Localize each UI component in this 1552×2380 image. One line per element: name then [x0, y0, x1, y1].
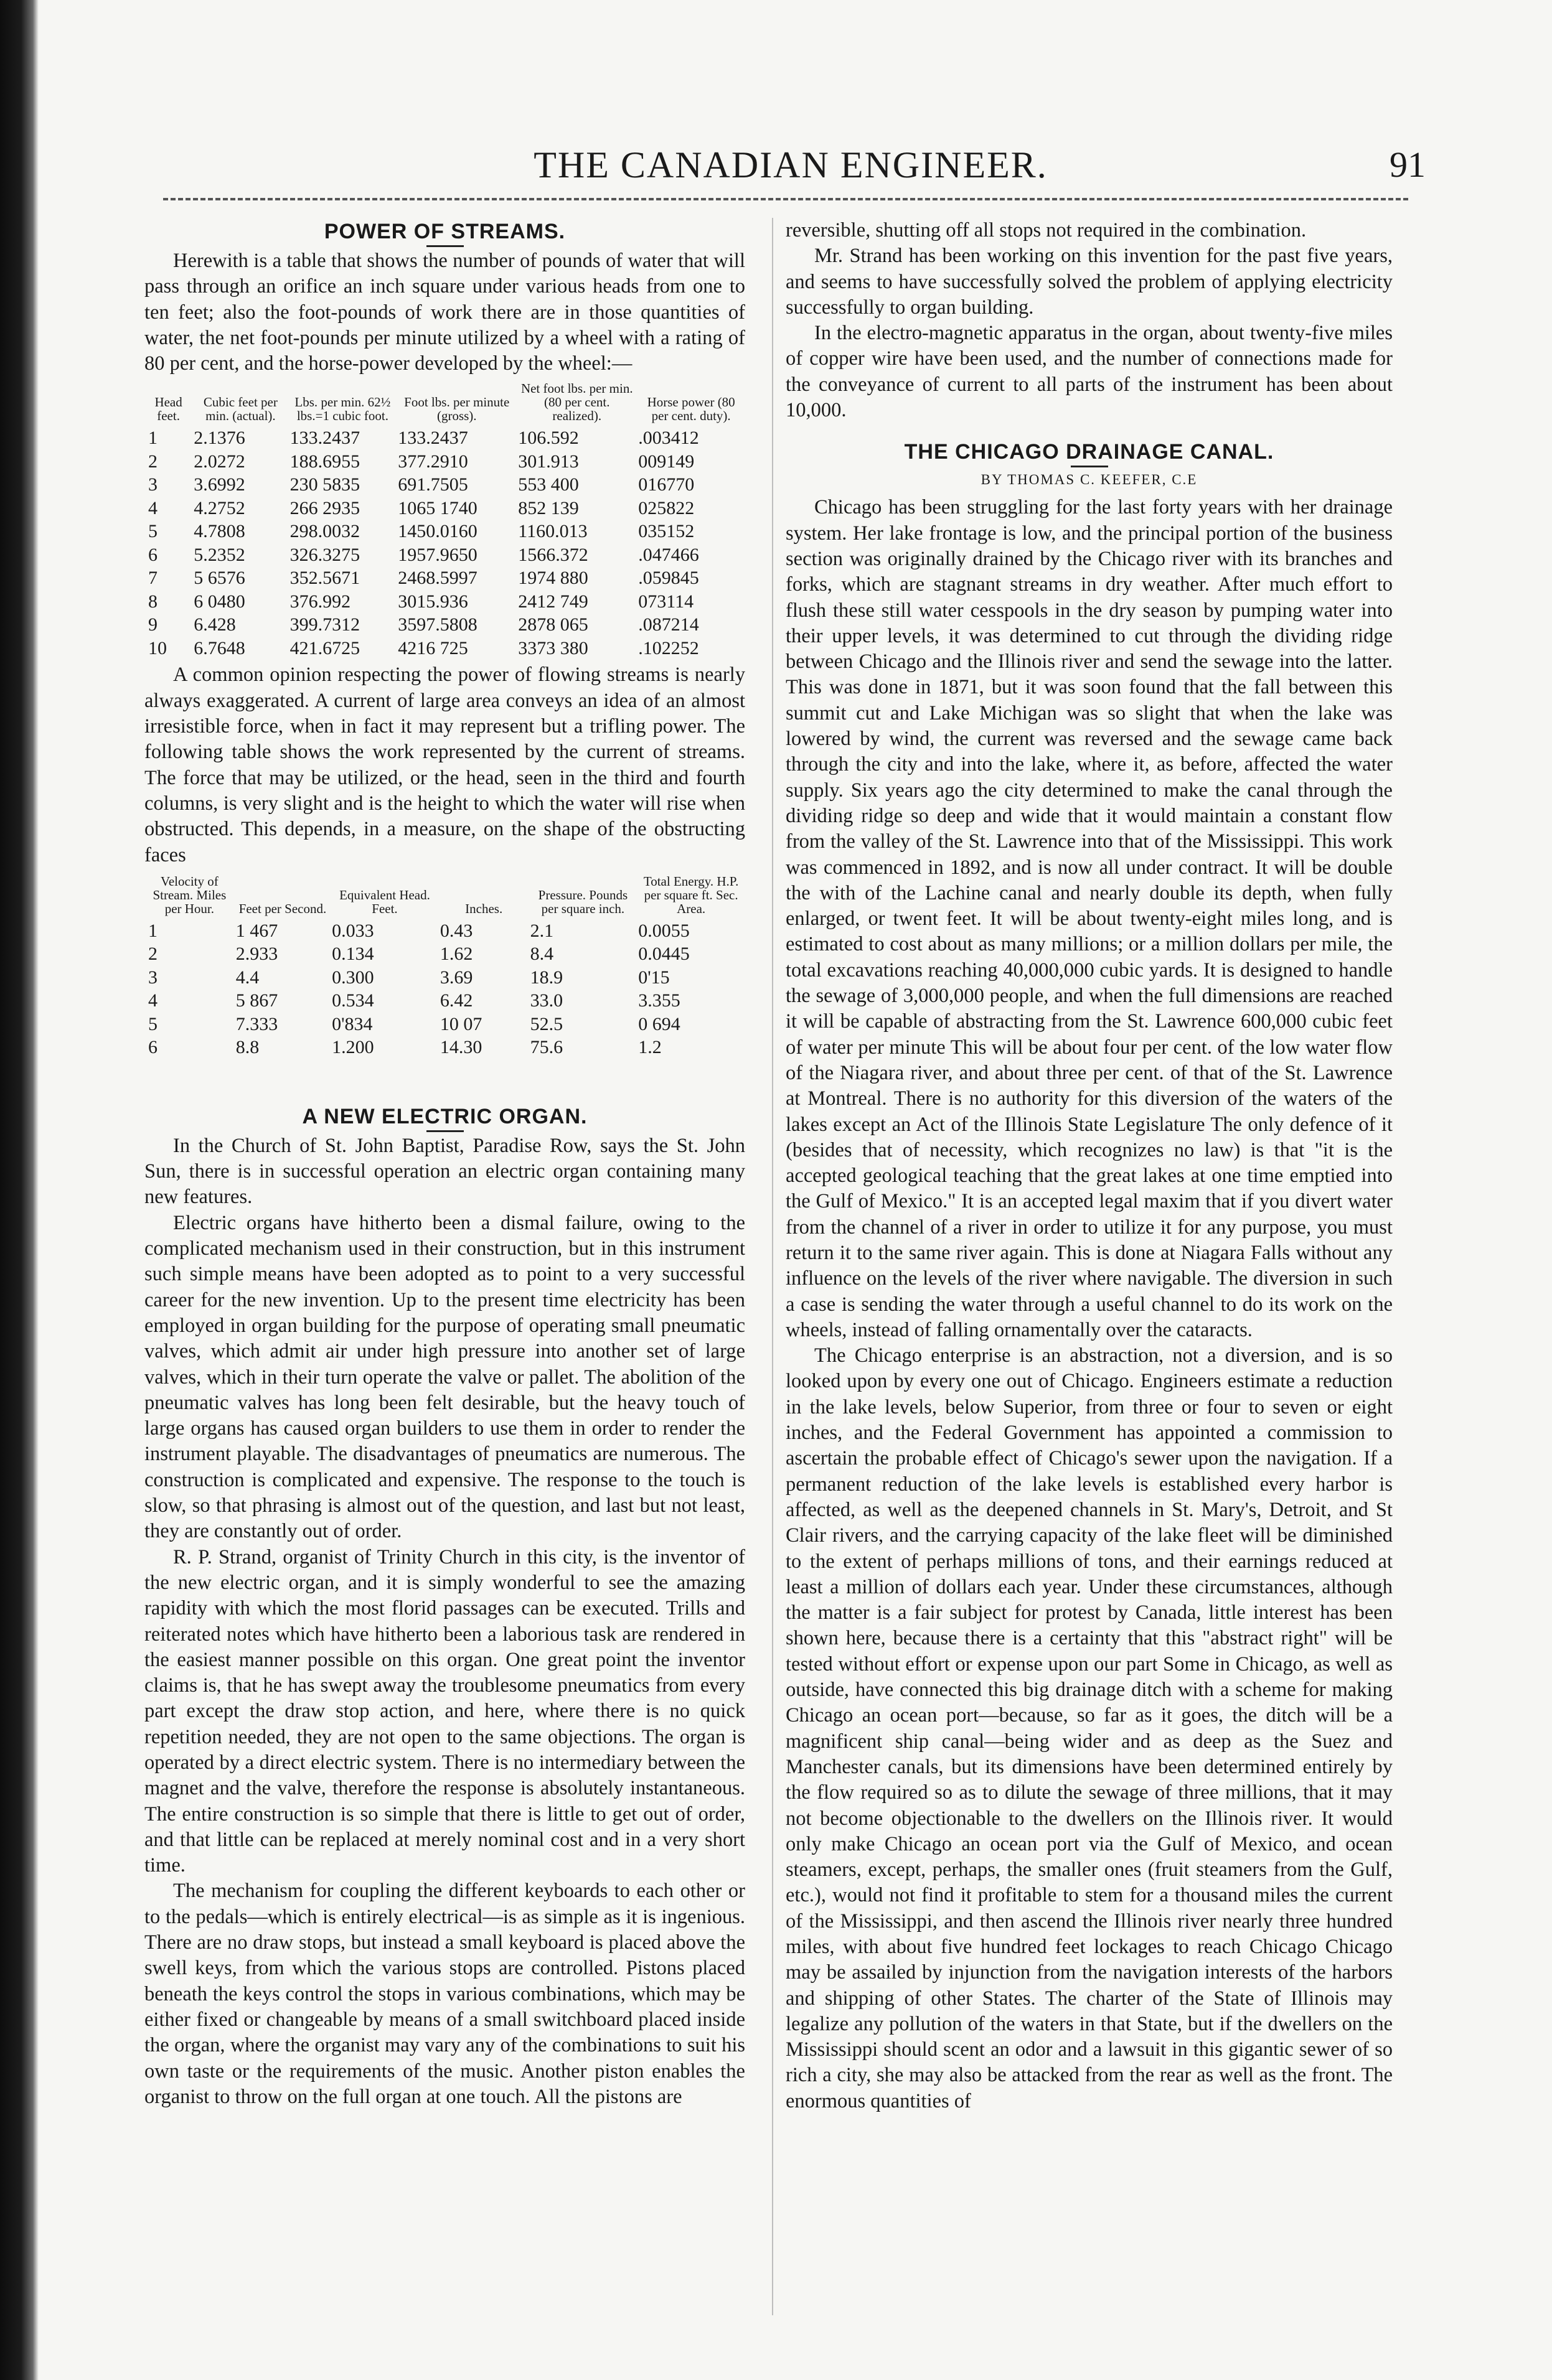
- table-header-cell: Equivalent Head. Feet.: [339, 887, 430, 916]
- title-rule: [426, 245, 464, 247]
- table-cell: 75.6: [530, 1037, 563, 1058]
- table-cell: 016770: [638, 474, 695, 495]
- table-cell: 188.6955: [289, 451, 360, 472]
- table-row: [144, 473, 745, 497]
- stream-velocity-table-header: [144, 874, 745, 919]
- table-cell: 5: [148, 1013, 158, 1034]
- stream-velocity-table-body: [144, 919, 745, 1059]
- title-rule: [1071, 466, 1108, 467]
- table-header-cell: Pressure. Pounds per square inch.: [538, 887, 628, 916]
- table-cell: 133.2437: [398, 428, 468, 449]
- table-cell: 0.43: [440, 920, 473, 941]
- table-cell: 10: [148, 637, 167, 658]
- table-cell: 6.7648: [194, 637, 245, 658]
- table-row: [144, 919, 745, 943]
- table-cell: 3: [148, 474, 158, 495]
- organ-continued-paragraph: In the electro-magnetic apparatus in the organ, about twenty-five miles of copper wire have been used, and the number of connections made for the conveyance of current to all parts of the instrument has been about 10,000.: [786, 322, 1393, 422]
- table-cell: 8.4: [530, 944, 554, 965]
- table-cell: 0.534: [332, 990, 374, 1011]
- table-cell: 7: [148, 568, 158, 589]
- table-header-cell: Foot lbs. per minute (gross).: [404, 395, 510, 424]
- table-cell: 5: [148, 521, 158, 542]
- table-cell: 553 400: [518, 474, 579, 495]
- table-cell: 301.913: [518, 451, 579, 472]
- table-cell: 33.0: [530, 990, 563, 1011]
- table-cell: 1.2: [638, 1037, 662, 1058]
- table-row: [144, 1013, 745, 1036]
- table-cell: 035152: [638, 521, 695, 542]
- table-cell: 1: [148, 428, 158, 449]
- table-cell: 326.3275: [289, 544, 360, 565]
- column-divider: [772, 218, 773, 2315]
- table-cell: 2: [148, 451, 158, 472]
- table-cell: 8.8: [235, 1037, 260, 1058]
- table-cell: 1974 880: [518, 568, 588, 589]
- organ-continued-paragraph: Mr. Strand has been working on this invention for the past five years, and seems to have successfully solved the problem of applying electricity successfully to organ building.: [786, 245, 1393, 319]
- journal-title: THE CANADIAN ENGINEER.: [534, 144, 1048, 185]
- table-cell: 7.333: [235, 1013, 278, 1034]
- table-header-cell: Net foot lbs. per min. (80 per cent. realized).: [520, 381, 633, 424]
- table-header-cell: Total Energy. H.P. per square ft. Sec. Area.: [643, 873, 739, 916]
- table-row: [144, 966, 745, 990]
- table-cell: .087214: [638, 614, 699, 635]
- canal-paragraph: Chicago has been struggling for the last forty years with her drainage system. Her lake frontage is low, and the principal portion of the business section was originally drained by the Chicago river with its branches and forks, which are stagnant streams in dry weather. After much effort to flush these still water cesspools in the dry season by pumping water into their upper levels, it was determined to cut through the dividing ridge between Chicago and the Illinois river and send the sewage into the latter. This was done in 1871, but it was soon found that the fall between this summit cut and Lake Michigan was so slight that when the lake was lowered by wind, the current was reversed and the sewage came back through the city and into the lake, where it, as before, affected the water supply. Six years ago the city determined to make the canal through the dividing ridge so deep and wide that it would maintain a constant flow from the valley of the St. Lawrence into that of the Mississippi. This work was commenced in 1892, and is now all under contract. It will be double the with of the Lachine canal and nearly double its depth, when fully enlarged, or twent feet. It will be about twenty-eight miles long, and is estimated to cost about as many millions; or a million dollars per mile, the total excavations reaching 40,000,000 cubic yards. It is designed to handle the sewage of 3,000,000 people, and when the full dimensions are reached it will be capable of abstracting from the St. Lawrence 600,000 cubic feet of water per minute This will be about four per cent. of the low water flow of the Niagara river, and about three per cent. of that of the St. Lawrence at Montreal. There is no authority for this diversion of the waters of the lakes except an Act of the Illinois State Legislature The only defence of it (besides that of necessity, which recognizes no law) is that "it is the accepted geological teaching that the great lakes at one time emptied into the Gulf of Mexico." It is an accepted legal maxim that if you divert water from the channel of a river in order to utilize it for any purpose, you must return it to the same river again. This is done at Niagara Falls without any influence on the levels of the river where navigable. The diversion in such a case is sending the water through a useful channel to do its work on the wheels, instead of falling ornamentally over the cataracts.: [786, 496, 1393, 1341]
- table-cell: 0.0445: [638, 944, 690, 965]
- table-cell: 3015.936: [398, 591, 468, 612]
- table-row: [144, 942, 745, 966]
- table-cell: 5.2352: [194, 544, 245, 565]
- table-cell: 14.30: [440, 1037, 482, 1058]
- table-cell: 4216 725: [398, 637, 468, 658]
- table-cell: 18.9: [530, 967, 563, 988]
- table-cell: 2.0272: [194, 451, 245, 472]
- table-cell: 1 467: [235, 920, 278, 941]
- table-header-cell: Lbs. per min. 62½ lbs.=1 cubic foot.: [294, 395, 391, 424]
- stream-velocity-table: [144, 874, 745, 1059]
- table-cell: 421.6725: [289, 637, 360, 658]
- table-cell: 0 694: [638, 1013, 680, 1034]
- table-cell: .047466: [638, 544, 699, 565]
- organ-continued-paragraph: reversible, shutting off all stops not required in the combination.: [786, 219, 1307, 241]
- table-cell: 1.200: [332, 1037, 374, 1058]
- table-cell: 2: [148, 944, 158, 965]
- table-header-cell: Head feet.: [154, 395, 182, 424]
- table-cell: 2468.5997: [398, 568, 477, 589]
- scan-edge-shadow: [0, 0, 39, 2380]
- running-head: [156, 137, 1426, 193]
- table-cell: 1450.0160: [398, 521, 477, 542]
- table-row: [144, 543, 745, 567]
- table-cell: 1957.9650: [398, 544, 477, 565]
- table-header-cell: Horse power (80 per cent. duty).: [647, 395, 735, 424]
- table-cell: 0.033: [332, 920, 374, 941]
- table-cell: 2.1: [530, 920, 554, 941]
- table-cell: 133.2437: [289, 428, 360, 449]
- table-row: [144, 497, 745, 520]
- table-cell: 9: [148, 614, 158, 635]
- article-title-power-of-streams: POWER OF STREAMS.: [324, 220, 566, 243]
- table-row: [144, 989, 745, 1013]
- table-cell: 4.2752: [194, 497, 245, 518]
- table-row: [144, 520, 745, 543]
- article-title-electric-organ: A NEW ELECTRIC ORGAN.: [302, 1104, 588, 1128]
- table-cell: 10 07: [440, 1013, 482, 1034]
- table-cell: .102252: [638, 637, 699, 658]
- table-cell: 1: [148, 920, 158, 941]
- table-row: [144, 566, 745, 590]
- left-column: [144, 218, 745, 2110]
- table-cell: 399.7312: [289, 614, 360, 635]
- table-cell: 106.592: [518, 428, 579, 449]
- table-cell: 4: [148, 497, 158, 518]
- power-intro-paragraph: Herewith is a table that shows the number of pounds of water that will pass through an orifice an inch square under various heads from one to ten feet; also the foot-pounds of work there are in those quantities of water, the net foot-pounds per minute utilized by a wheel with a rating of 80 per cent, and the horse-power developed by the wheel:—: [144, 250, 745, 375]
- water-flow-table: [144, 382, 745, 660]
- table-cell: 3597.5808: [398, 614, 477, 635]
- table-cell: 376.992: [289, 591, 351, 612]
- organ-paragraph: The mechanism for coupling the different keyboards to each other or to the pedals—which is entirely electrical—is as simple as it is ingenious. There are no draw stops, but instead a small keyboard is placed above the swell keys, from which the various stops are controlled. Pistons placed beneath the keys control the stops in various combinations, which may be either fixed or changeable by means of a small switchboard placed inside the organ, where the organist may vary any of the combinations to suit his own taste or the requirements of the music. Another piston enables the organist to throw on the full organ at one touch. All the pistons are: [144, 1880, 745, 2108]
- power-second-paragraph: A common opinion respecting the power of flowing streams is nearly always exaggerated. A current of large area conveys an idea of an almost irresistible force, when in fact it may represent but a trifling power. The following table shows the work represented by the current of streams. The force that may be utilized, or the head, seen in the third and fourth columns, is very slight and is the height to which the water will rise when obstructed. This depends, in a measure, on the shape of the obstructing faces: [144, 663, 745, 866]
- table-cell: 6 0480: [194, 591, 245, 612]
- table-row: [144, 1036, 745, 1059]
- table-cell: 4.7808: [194, 521, 245, 542]
- table-cell: 377.2910: [398, 451, 468, 472]
- table-row: [144, 426, 745, 450]
- header-rule: [163, 198, 1408, 200]
- table-cell: 0.134: [332, 944, 374, 965]
- table-cell: 1065 1740: [398, 497, 477, 518]
- table-header-cell: Inches.: [465, 901, 503, 916]
- table-cell: 5 6576: [194, 568, 245, 589]
- table-cell: 4.4: [235, 967, 260, 988]
- table-header-cell: Velocity of Stream. Miles per Hour.: [153, 873, 227, 916]
- table-cell: 5 867: [235, 990, 278, 1011]
- table-cell: 2.1376: [194, 428, 245, 449]
- table-cell: 6.42: [440, 990, 473, 1011]
- table-cell: .059845: [638, 568, 699, 589]
- table-row: [144, 450, 745, 474]
- organ-paragraph: In the Church of St. John Baptist, Paradise Row, says the St. John Sun, there is in successful operation an electric organ containing many new features.: [144, 1134, 745, 1209]
- table-cell: 0.0055: [638, 920, 690, 941]
- table-cell: 6.428: [194, 614, 236, 635]
- table-cell: 0'834: [332, 1013, 373, 1034]
- table-cell: 2.933: [235, 944, 278, 965]
- table-cell: 0.300: [332, 967, 374, 988]
- table-cell: 1566.372: [518, 544, 588, 565]
- table-cell: 852 139: [518, 497, 579, 518]
- table-cell: 3.69: [440, 967, 473, 988]
- table-header-cell: Cubic feet per min. (actual).: [203, 395, 278, 424]
- table-cell: 52.5: [530, 1013, 563, 1034]
- table-cell: 6: [148, 544, 158, 565]
- table-cell: 230 5835: [289, 474, 360, 495]
- table-cell: 691.7505: [398, 474, 468, 495]
- table-cell: 1160.013: [518, 521, 588, 542]
- table-cell: 3: [148, 967, 158, 988]
- table-cell: 4: [148, 990, 158, 1011]
- table-cell: 1.62: [440, 944, 473, 965]
- table-cell: 8: [148, 591, 158, 612]
- table-cell: 298.0032: [289, 521, 360, 542]
- table-cell: 3.6992: [194, 474, 245, 495]
- table-cell: 0'15: [638, 967, 670, 988]
- table-cell: 6: [148, 1037, 158, 1058]
- table-cell: 3.355: [638, 990, 680, 1011]
- table-cell: 025822: [638, 497, 695, 518]
- table-row: [144, 590, 745, 614]
- organ-paragraph: Electric organs have hitherto been a dismal failure, owing to the complicated mechanism used in their construction, but in this instrument such simple means have been adopted as to point to a very successful career for the new invention. Up to the present time electricity has been employed in organ building for the purpose of operating small pneumatic valves, which admit air under high pressure into another set of large valves, which in their turn operate the valve or pallet. The abolition of the pneumatic valves has long been felt desirable, but the heavy touch of large organs has caused organ builders to use them in order to render the instrument playable. The disadvantages of pneumatics are numerous. The construction is complicated and expensive. The response to the touch is slow, so that phrasing is almost out of the question, and last but not least, they are constantly out of order.: [144, 1211, 745, 1543]
- right-column: [786, 218, 1393, 2114]
- article-title-drainage-canal: THE CHICAGO DRAINAGE CANAL.: [904, 440, 1274, 464]
- table-cell: 2878 065: [518, 614, 588, 635]
- organ-paragraph: R. P. Strand, organist of Trinity Church in this city, is the inventor of the new electric organ, and it is simply wonderful to see the amazing rapidity with which the most florid passages can be executed. Trills and reiterated notes which have hitherto been a laborious task are rendered in the easiest manner possible on this organ. One great point the inventor claims is, that he has swept away the troublesome pneumatics from every part except the draw stop action, and here, where there is no quick repetition needed, they are not open to the same objections. The organ is operated by a direct electric system. There is no intermediary between the magnet and the valve, therefore the response is absolutely instantaneous. The entire construction is so simple that there is little to get out of order, and that little can be replaced at merely nominal cost and in a very short time.: [144, 1545, 745, 1877]
- table-header-cell: Feet per Second.: [238, 901, 327, 916]
- table-cell: 3373 380: [518, 637, 588, 658]
- table-row: [144, 637, 745, 660]
- water-flow-table-header: [144, 382, 745, 426]
- article-byline: BY THOMAS C. KEEFER, C.E: [981, 472, 1198, 488]
- table-cell: 009149: [638, 451, 695, 472]
- water-flow-table-body: [144, 426, 745, 660]
- table-cell: .003412: [638, 428, 699, 449]
- canal-paragraph: The Chicago enterprise is an abstraction, not a diversion, and is so looked upon by every one out of Chicago. Engineers estimate a reduction in the lake levels, below Superior, from three or four to seven or eight inches, and the Federal Government has appointed a commission to ascertain the probable effect of Chicago's sewer upon the navigation. If a permanent reduction of the lake levels is established every harbor is affected, as well as the deepened channels in St. Mary's, Detroit, and St Clair rivers, and the carrying capacity of the lake fleet will be diminished to the extent of perhaps millions of tons, and their earnings reduced at least a million of dollars each year. Under these circumstances, although the matter is a fair subject for protest by Canada, little interest has been shown here, because there is a certainty that this "abstract right" will be tested without effort or expense upon our part Some in Chicago, as well as outside, have connected this big drainage ditch with a scheme for making Chicago an ocean port—because, so far as it goes, the ditch will be a magnificent ship canal—being wider and as deep as the Suez and Manchester canals, but its dimensions have been determined entirely by the flow required so as to dilute the sewage of three millions, that it may not become objectionable to the dwellers on the Illinois river. It would only make Chicago an ocean port via the Gulf of Mexico, and ocean steamers, except, perhaps, the smaller ones (fruit steamers from the Gulf, etc.), would not find it profitable to stem for a thousand miles the current of the Mississippi, and then ascend the Illinois river nearly three hundred miles, with about five hundred feet lockages to reach Chicago Chicago may be assailed by injunction from the navigation interests of the harbors and shipping of other States. The charter of the State of Illinois may legalize any pollution of the waters in that State, but if the dwellers on the Mississippi should scent an odor and a lawsuit in this gigantic sewer of so rich a city, she may also be attacked from the rear as well as the front. The enormous quantities of: [786, 1344, 1393, 2112]
- title-rule: [426, 1130, 464, 1132]
- table-row: [144, 613, 745, 637]
- table-cell: 073114: [638, 591, 694, 612]
- table-cell: 352.5671: [289, 568, 360, 589]
- page-number: 91: [1390, 144, 1426, 185]
- table-cell: 266 2935: [289, 497, 360, 518]
- table-cell: 2412 749: [518, 591, 588, 612]
